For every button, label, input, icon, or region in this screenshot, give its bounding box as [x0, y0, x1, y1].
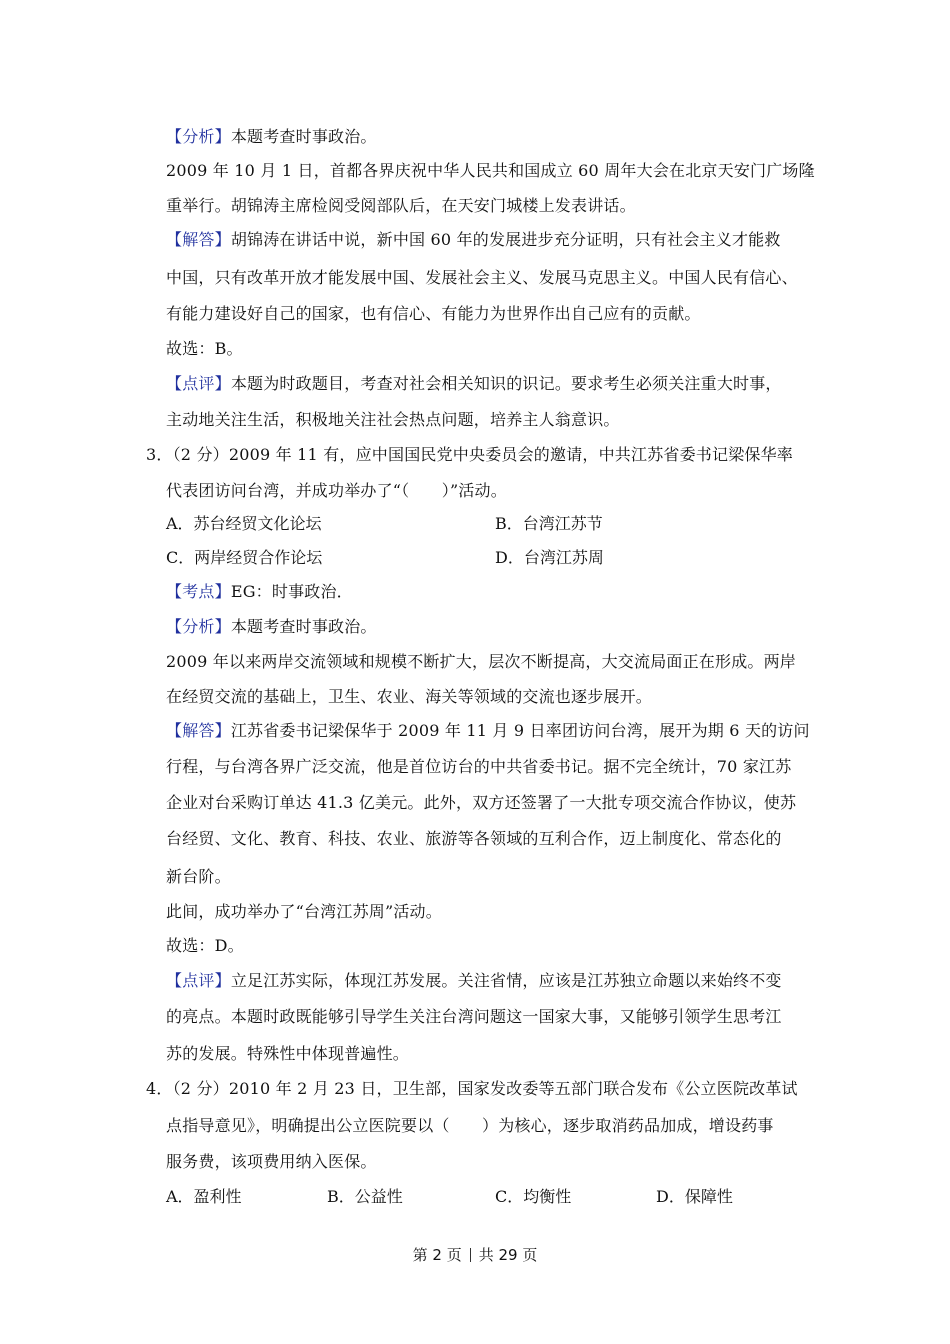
q3-answer-line-3: 企业对台采购订单达 41.3 亿美元。此外，双方还签署了一大批专项交流合作协议，使苏: [166, 793, 797, 812]
analysis-tag: 【分析】: [166, 127, 231, 146]
q4-option-c: C．均衡性: [495, 1187, 572, 1206]
q3-choice: 故选：D。: [166, 936, 244, 955]
question-number: 3．: [146, 445, 173, 464]
analysis-text: 本题考查时事政治。: [230, 127, 377, 146]
q3-comment-line-2: 的亮点。本题时政既能够引导学生关注台湾问题这一国家大事，又能够引领学生思考江: [166, 1007, 782, 1026]
answer-tag: 【解答】: [166, 230, 231, 249]
answer-text: 胡锦涛在讲话中说，新中国 60 年的发展进步充分证明，只有社会主义才能救: [230, 230, 781, 249]
q3-analysis-line-2: 在经贸交流的基础上，卫生、农业、海关等领域的交流也逐步展开。: [166, 687, 653, 706]
q2-comment-line-2: 主动地关注生活，积极地关注社会热点问题，培养主人翁意识。: [166, 410, 620, 429]
page-total: 共 29 页: [478, 1246, 538, 1264]
q2-comment: [166, 373, 782, 395]
q3-analysis-line-1: 2009 年以来两岸交流领域和规模不断扩大，层次不断提高，大交流局面正在形成。两岸: [166, 652, 797, 671]
q4-option-a: A．盈利性: [166, 1187, 242, 1206]
q4-stem-line-2: 点指导意见》，明确提出公立医院要以（ ）为核心，逐步取消药品加成，增设药事: [166, 1116, 774, 1135]
q3-option-b: B．台湾江苏节: [495, 514, 603, 533]
q3-answer: [166, 720, 810, 742]
analysis-tag: 【分析】: [166, 617, 231, 636]
question-number: 4．: [146, 1079, 173, 1098]
q3-option-a: A．苏台经贸文化论坛: [166, 514, 322, 533]
q3-option-c: C．两岸经贸合作论坛: [166, 548, 323, 567]
question-stem: （2 分）2010 年 2 月 23 日，卫生部，国家发改委等五部门联合发布《公立医院改革试: [172, 1079, 798, 1098]
footer-divider: [470, 1248, 471, 1262]
q2-answer: [166, 229, 781, 251]
q2-choice: 故选：B。: [166, 339, 243, 358]
comment-tag: 【点评】: [166, 374, 231, 393]
answer-tag: 【解答】: [166, 721, 231, 740]
q3-answer-line-2: 行程，与台湾各界广泛交流，他是首位访台的中共省委书记。据不完全统计，70 家江苏: [166, 757, 792, 776]
comment-tag: 【点评】: [166, 971, 231, 990]
q3-stem: [146, 444, 793, 466]
q3-comment-line-3: 苏的发展。特殊性中体现普遍性。: [166, 1044, 410, 1063]
q3-option-d: D．台湾江苏周: [495, 548, 604, 567]
point-tag: 【考点】: [166, 582, 231, 601]
page-footer: [0, 1245, 950, 1265]
q2-analysis-line-2: 重举行。胡锦涛主席检阅受阅部队后，在天安门城楼上发表讲话。: [166, 196, 636, 215]
answer-text: 江苏省委书记梁保华于 2009 年 11 月 9 日率团访问台湾，展开为期 6 天的访问: [230, 721, 810, 740]
q3-answer-line-4: 台经贸、文化、教育、科技、农业、旅游等各领域的互利合作，迈上制度化、常态化的: [166, 829, 782, 848]
q2-analysis: [166, 126, 377, 148]
q2-answer-line-3: 有能力建设好自己的国家，也有信心、有能力为世界作出自己应有的贡献。: [166, 304, 701, 323]
page-number: 第 2 页: [412, 1246, 462, 1264]
q3-stem-line-2: 代表团访问台湾，并成功举办了“（ ）”活动。: [166, 481, 507, 500]
question-stem: （2 分）2009 年 11 有，应中国国民党中央委员会的邀请，中共江苏省委书记梁保华率: [172, 445, 793, 464]
comment-text: 立足江苏实际，体现江苏发展。关注省情，应该是江苏独立命题以来始终不变: [230, 971, 782, 990]
q3-answer-line-6: 此间，成功举办了“台湾江苏周”活动。: [166, 902, 442, 921]
q3-analysis: [166, 616, 377, 638]
q4-option-b: B．公益性: [327, 1187, 403, 1206]
q3-comment: [166, 970, 782, 992]
analysis-text: 本题考查时事政治。: [230, 617, 377, 636]
q3-point: [166, 581, 353, 603]
q2-answer-line-2: 中国，只有改革开放才能发展中国、发展社会主义、发展马克思主义。中国人民有信心、: [166, 268, 798, 287]
q4-stem: [146, 1078, 798, 1100]
q4-stem-line-3: 服务费，该项费用纳入医保。: [166, 1152, 377, 1171]
q2-analysis-line-1: 2009 年 10 月 1 日，首都各界庆祝中华人民共和国成立 60 周年大会在北京天安门广场隆: [166, 161, 815, 180]
point-text: EG：时事政治．: [230, 582, 353, 601]
q3-answer-line-5: 新台阶。: [166, 867, 231, 886]
comment-text: 本题为时政题目，考查对社会相关知识的识记。要求考生必须关注重大时事，: [230, 374, 782, 393]
q4-option-d: D．保障性: [656, 1187, 733, 1206]
